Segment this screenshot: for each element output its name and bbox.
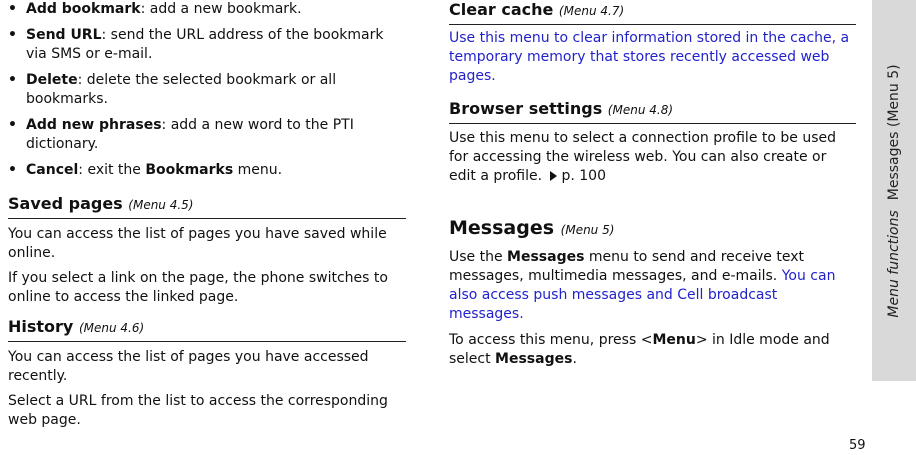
paragraph: If you select a link on the page, the phone switches to online to access the linked page.: [8, 270, 388, 305]
section-heading-messages: [449, 216, 856, 242]
option-desc: : delete the selected bookmark or all bookmarks.: [26, 72, 337, 107]
paragraph-text: To access this menu, press <: [449, 332, 653, 348]
list-item: [8, 116, 406, 154]
arrow-right-icon: [550, 171, 557, 181]
right-column: [449, 0, 856, 369]
list-item: [8, 0, 406, 19]
paragraph-text: Use this menu to select a connection profile to be used for accessing the wireless web. You can also create or edit a profile.: [449, 130, 837, 184]
heading-title: History: [8, 317, 74, 336]
list-item: [8, 161, 406, 180]
paragraph: Select a URL from the list to access the corresponding web page.: [8, 393, 388, 428]
bullet-icon: •: [8, 1, 17, 17]
option-desc: menu.: [233, 162, 283, 178]
heading-title: Clear cache: [449, 0, 554, 19]
menu-reference: (Menu 4.7): [558, 4, 625, 18]
paragraph-text: > in Idle mode and select: [449, 332, 830, 367]
option-term: Add new phrases: [26, 117, 162, 133]
menu-reference: (Menu 4.5): [128, 198, 194, 212]
menu-term: Messages: [507, 249, 585, 265]
menu-term: Messages: [495, 351, 573, 367]
menu-reference: (Menu 4.6): [78, 321, 145, 335]
option-term: Delete: [26, 72, 78, 88]
paragraph: [449, 331, 856, 369]
bullet-icon: •: [8, 27, 17, 43]
option-desc: : add a new bookmark.: [140, 1, 302, 17]
paragraph: Use this menu to clear information stored in the cache, a temporary memory that stores recently accessed web pages.: [449, 30, 850, 84]
paragraph: You can access the list of pages you have saved while online.: [8, 226, 387, 261]
heading-title: Browser settings: [449, 99, 603, 118]
chapter-side-tab: [872, 0, 916, 381]
bullet-icon: •: [8, 72, 17, 88]
section-title: Messages (Menu 5): [886, 63, 902, 200]
section-heading-browser-settings: [449, 99, 856, 124]
left-column: [8, 0, 406, 430]
option-desc: : exit the: [78, 162, 146, 178]
option-term: Send URL: [26, 27, 102, 43]
section-heading-clear-cache: [449, 0, 856, 25]
section-heading-history: [8, 317, 406, 342]
bullet-icon: •: [8, 117, 17, 133]
paragraph-text: .: [572, 351, 577, 367]
menu-reference: (Menu 5): [560, 223, 615, 237]
option-term: Cancel: [26, 162, 79, 178]
option-term: Bookmarks: [145, 162, 234, 178]
section-heading-saved-pages: [8, 194, 406, 219]
heading-title: Messages: [449, 217, 555, 239]
page-number: 59: [849, 438, 866, 453]
list-item: [8, 26, 406, 64]
bullet-icon: •: [8, 162, 17, 178]
page-reference-link[interactable]: p. 100: [561, 168, 606, 184]
option-desc: : add a new word to the PTI dictionary.: [26, 117, 354, 152]
heading-title: Saved pages: [8, 194, 123, 213]
paragraph-text: Use the: [449, 249, 508, 265]
list-item: [8, 71, 406, 109]
option-term: Add bookmark: [26, 1, 141, 17]
menu-reference: (Menu 4.8): [607, 103, 674, 117]
paragraph: [449, 129, 856, 186]
bookmark-options-list: [8, 0, 406, 180]
paragraph-text: menu to send and receive text messages, multimedia messages, and e-mails.: [449, 249, 804, 284]
option-desc: : send the URL address of the bookmark via SMS or e-mail.: [26, 27, 384, 62]
paragraph-text-blue: You can also access push messages and Cell broadcast messages.: [449, 268, 836, 322]
paragraph: [449, 248, 856, 324]
key-name: Menu: [652, 332, 696, 348]
paragraph: You can access the list of pages you have accessed recently.: [8, 349, 369, 384]
side-tab-label: [886, 64, 902, 317]
chapter-title: Menu functions: [886, 209, 902, 318]
